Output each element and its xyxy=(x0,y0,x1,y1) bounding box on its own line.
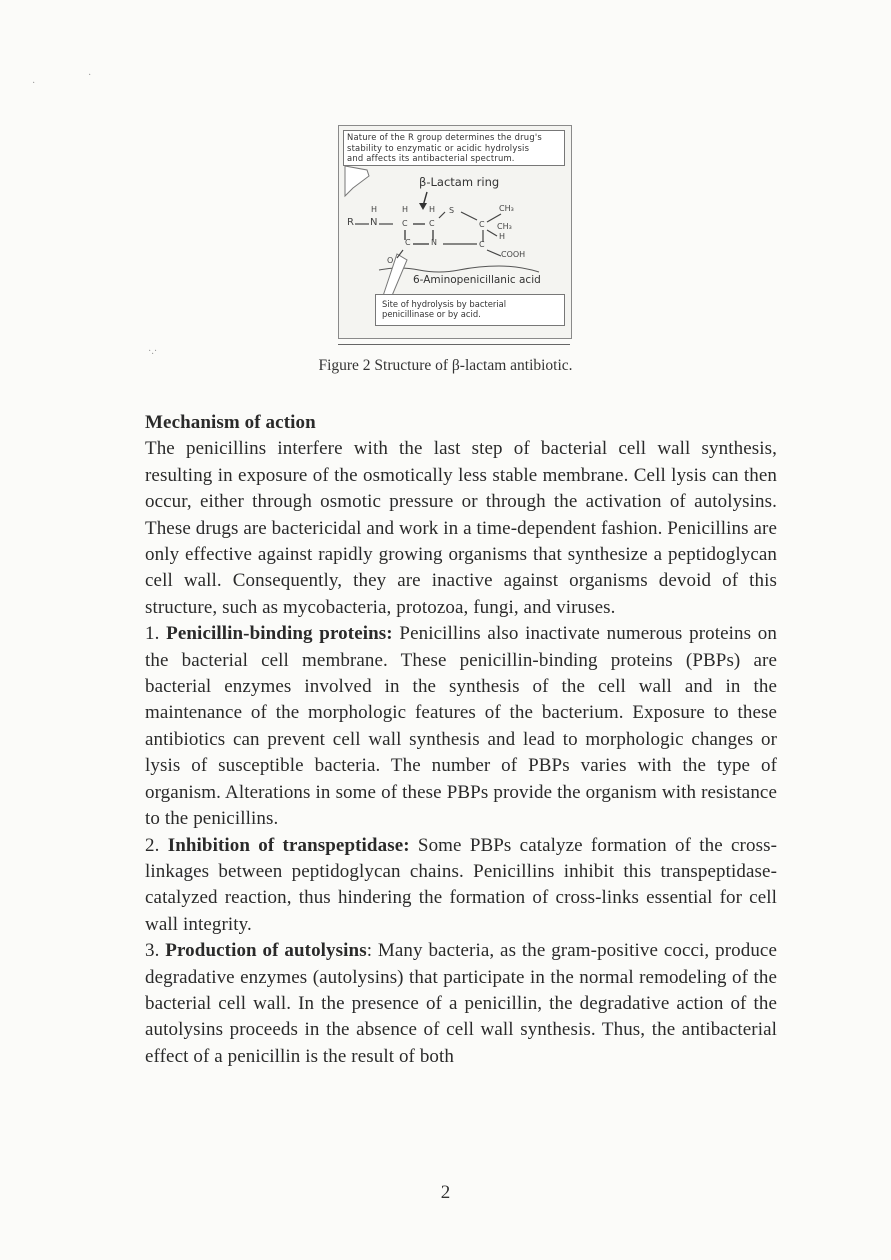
atom-h: H xyxy=(371,205,378,214)
callout-line: Nature of the R group determines the drug's xyxy=(347,132,542,142)
atom-h: H xyxy=(402,205,409,214)
beta-lactam-figure xyxy=(338,125,572,339)
item-number: 2. xyxy=(145,834,160,856)
atom-ch3: CH₃ xyxy=(497,222,512,231)
item-text: : Many bacteria, as the gram-positive cocci, produce degradative enzymes (autolysins) that participate in the normal remodeling of the bacterial cell wall. In the presence of a penicillin, the degradative action of the autolysins proceeds in the absence of cell wall synthesis. Thus, the antibacterial effect of a penicillin is the result of both xyxy=(145,940,777,1067)
atom-h: H xyxy=(499,232,506,241)
atom-h: H xyxy=(429,205,436,214)
item-number: 3. xyxy=(145,940,160,962)
scan-speck: · xyxy=(32,78,36,89)
figure-divider xyxy=(338,344,570,345)
atom-c: C xyxy=(479,220,485,229)
atom-s: S xyxy=(449,206,455,215)
beta-lactam-ring-label: β-Lactam ring xyxy=(419,175,500,189)
atom-r: R xyxy=(347,217,354,228)
section-heading: Mechanism of action xyxy=(145,412,316,433)
scan-speck: ·.· xyxy=(148,346,158,357)
scan-speck: · xyxy=(88,70,92,81)
atom-ch3: CH₃ xyxy=(499,204,514,213)
list-item xyxy=(145,938,777,1070)
list-item xyxy=(145,621,777,832)
item-title: Inhibition of transpeptidase: xyxy=(167,834,410,856)
item-text: Some PBPs catalyze formation of the cross-linkages between peptidoglycan chains. Penicillins inhibit this transpeptidase-catalyzed reaction, thus hindering the formation of cross-links essential for cell wall integrity. xyxy=(145,834,777,935)
callout-line: stability to enzymatic or acidic hydrolysis xyxy=(347,142,530,153)
hydrolysis-site-callout xyxy=(375,294,565,326)
list-item xyxy=(145,833,777,939)
site-line: Site of hydrolysis by bacterial xyxy=(382,299,507,309)
figure-caption: Figure 2 Structure of β-lactam antibiotic. xyxy=(318,357,573,374)
atom-c: C xyxy=(429,219,435,228)
atom-c: C xyxy=(479,240,485,249)
item-text: Penicillins also inactivate numerous proteins on the bacterial cell membrane. These penicillin-binding proteins (PBPs) are bacterial enzymes involved in the synthesis of the cell wall and in the maintenance of the morphologic features of the bacterium. Exposure to these antibiotics can prevent cell wall synthesis and lead to morphologic changes or lysis of susceptible bacteria. The number of PBPs varies with the type of organism. Alterations in some of these PBPs provide the organism with resistance to the penicillins. xyxy=(145,623,777,830)
callout-line: and affects its antibacterial spectrum. xyxy=(347,153,515,163)
item-title: Penicillin-binding proteins: xyxy=(166,623,393,645)
site-line: penicillinase or by acid. xyxy=(382,309,481,319)
item-number: 1. xyxy=(145,623,160,645)
atom-n: N xyxy=(431,238,437,247)
atom-c: C xyxy=(405,238,411,247)
item-title: Production of autolysins xyxy=(165,940,367,962)
aminopenicillanic-acid-label: 6-Aminopenicillanic acid xyxy=(413,274,541,286)
intro-paragraph: The penicillins interfere with the last step of bacterial cell wall synthesis, resulting in exposure of the osmotically less stable membrane. Cell lysis can then occur, either through osmotic pressure or through the activation of autolysins. These drugs are bactericidal and work in a time-dependent fashion. Penicillins are only effective against rapidly growing organisms that synthesize a peptidoglycan cell wall. Consequently, they are inactive against organisms devoid of this structure, such as mycobacteria, protozoa, fungi, and viruses. xyxy=(145,438,777,618)
atom-n: N xyxy=(370,217,378,228)
main-text xyxy=(145,410,777,1070)
r-group-callout xyxy=(343,130,565,166)
atom-c: C xyxy=(402,219,408,228)
page-number: 2 xyxy=(440,1182,451,1203)
atom-cooh: COOH xyxy=(501,250,526,259)
atom-o: O xyxy=(387,256,394,265)
